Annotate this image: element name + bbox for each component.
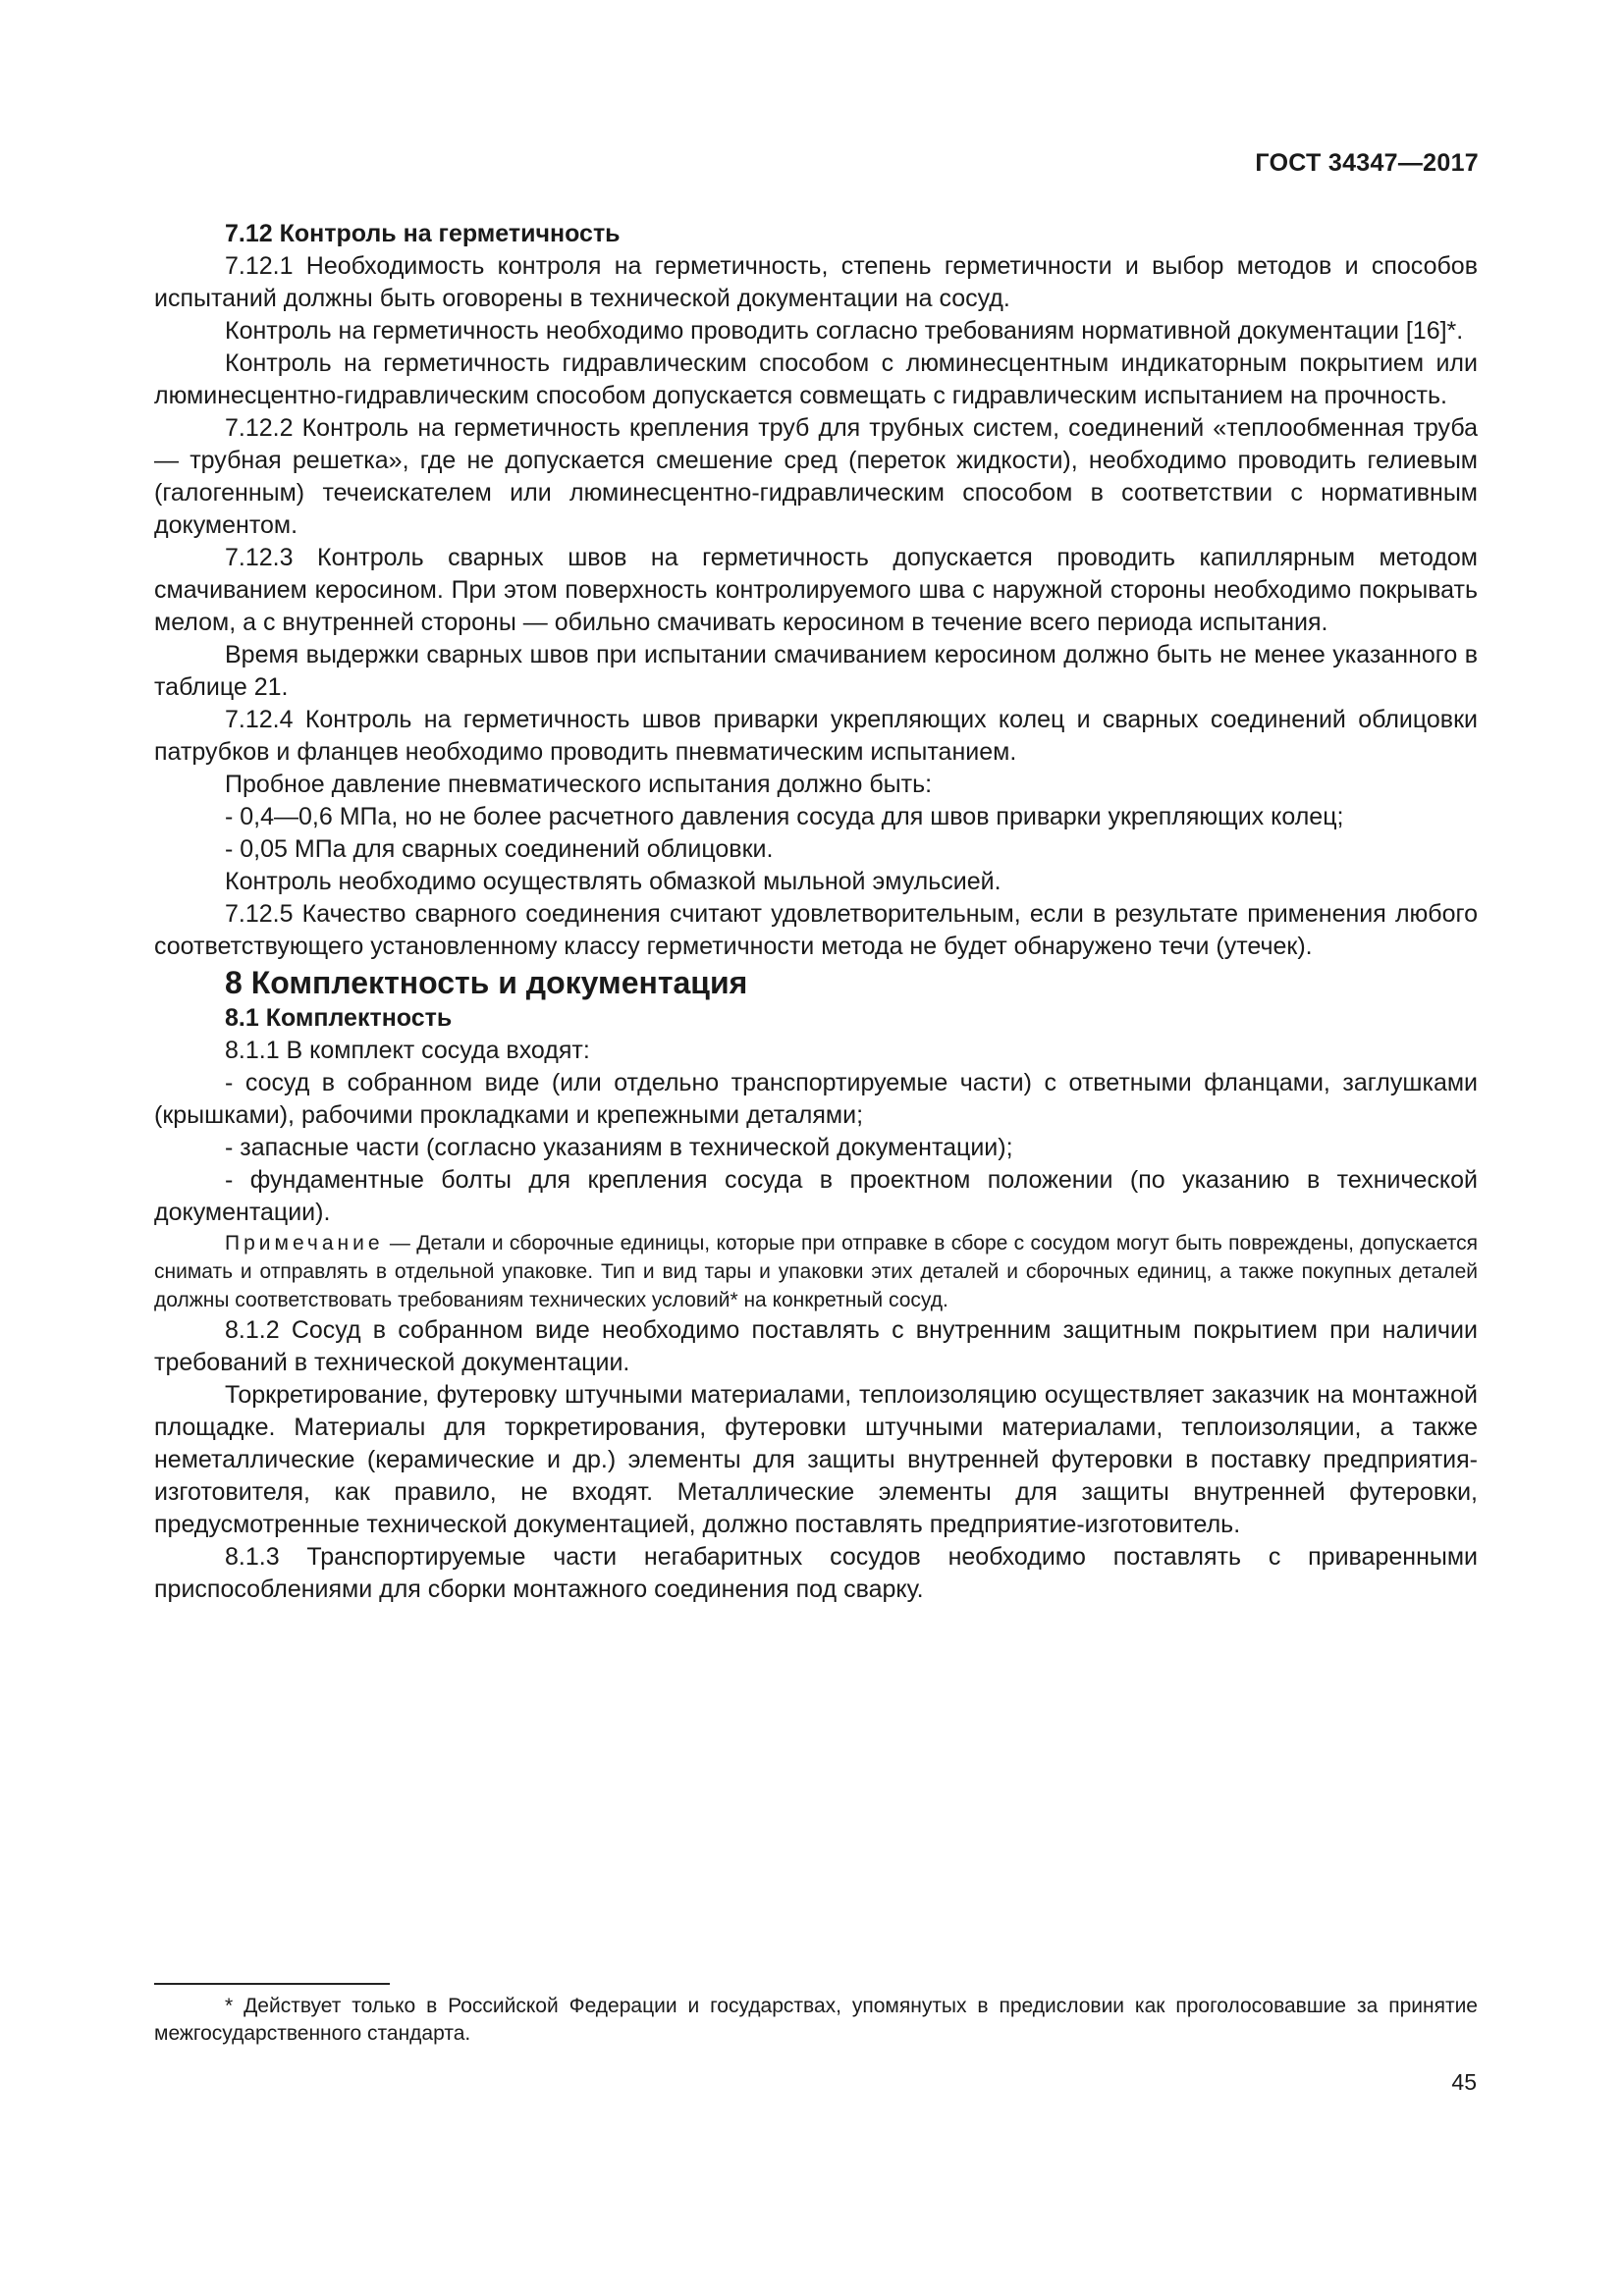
paragraph: Контроль на герметичность гидравлическим способом с люминесцентным индикаторным покрытием или люминесцентно-гидравлическим способом допускается совмещать с гидравлическим испытанием на прочность.: [154, 349, 1478, 409]
paragraph: 7.12.1 Необходимость контроля на герметичность, степень герметичности и выбор методов и способов испытаний должны быть оговорены в технической документации на сосуд.: [154, 252, 1478, 312]
note-label: Примечание: [225, 1232, 384, 1255]
section-8-1-title: 8.1 Комплектность: [225, 1004, 453, 1032]
note: [154, 1229, 1478, 1314]
section-7-12-title: 7.12 Контроль на герметичность: [225, 220, 621, 247]
paragraph: Время выдержки сварных швов при испытании смачиванием керосином должно быть не менее указанного в таблице 21.: [154, 641, 1478, 701]
paragraph: 8.1.1 В комплект сосуда входят:: [225, 1037, 590, 1064]
list-item: - 0,4—0,6 МПа, но не более расчетного давления сосуда для швов приварки укрепляющих колец;: [225, 803, 1344, 830]
page-body: [154, 218, 1478, 1606]
list-item: - 0,05 МПа для сварных соединений облицовки.: [225, 835, 774, 863]
page-number: 45: [1451, 2069, 1477, 2095]
paragraph: 7.12.2 Контроль на герметичность крепления труб для трубных систем, соединений «теплообменная труба — трубная решетка», где не допускается смешение сред (переток жидкости), необходимо проводить гелиевым (галогенным) течеискателем или люминесцентно-гидравлическим способом в соответствии с нормативным документом.: [154, 414, 1478, 539]
paragraph: 7.12.4 Контроль на герметичность швов приварки укрепляющих колец и сварных соединений облицовки патрубков и фланцев необходимо проводить пневматическим испытанием.: [154, 706, 1478, 766]
section-8-title: 8 Комплектность и документация: [225, 965, 748, 1000]
list-item: - сосуд в собранном виде (или отдельно транспортируемые части) с ответными фланцами, заглушками (крышками), рабочими прокладками и крепежными деталями;: [154, 1069, 1478, 1129]
paragraph: Пробное давление пневматического испытания должно быть:: [225, 771, 933, 798]
paragraph: 7.12.5 Качество сварного соединения считают удовлетворительным, если в результате применения любого соответствующего установленному классу герметичности метода не будет обнаружено течи (утечек).: [154, 900, 1478, 960]
note-text: — Детали и сборочные единицы, которые при отправке в сборе с сосудом могут быть повреждены, допускается снимать и отправлять в отдельной упаковке. Тип и вид тары и упаковки этих деталей и сборочных единиц, а также покупных деталей должны соответствовать требованиям технических условий* на конкретный сосуд.: [154, 1232, 1478, 1311]
paragraph: 8.1.2 Сосуд в собранном виде необходимо поставлять с внутренним защитным покрытием при наличии требований в технической документации.: [154, 1316, 1478, 1376]
paragraph: 8.1.3 Транспортируемые части негабаритных сосудов необходимо поставлять с приваренными приспособлениями для сборки монтажного соединения под сварку.: [154, 1543, 1478, 1603]
list-item: - запасные части (согласно указаниям в технической документации);: [225, 1134, 1013, 1161]
footnote: * Действует только в Российской Федерации и государствах, упомянутых в предисловии как проголосовавшие за принятие межгосударственного стандарта.: [154, 1995, 1478, 2045]
paragraph: Торкретирование, футеровку штучными материалами, теплоизоляцию осуществляет заказчик на монтажной площадке. Материалы для торкретирования, футеровки штучными материалами, теплоизоляции, а также неметаллические (керамические и др.) элементы для защиты внутренней футеровки в поставку предприятия-изготовителя, как правило, не входят. Металлические элементы для защиты внутренней футеровки, предусмотренные технической документацией, должно поставлять предприятие-изготовитель.: [154, 1381, 1478, 1538]
list-item: - фундаментные болты для крепления сосуда в проектном положении (по указанию в технической документации).: [154, 1166, 1478, 1226]
paragraph: 7.12.3 Контроль сварных швов на герметичность допускается проводить капиллярным методом смачиванием керосином. При этом поверхность контролируемого шва с наружной стороны необходимо покрывать мелом, а с внутренней стороны — обильно смачивать керосином в течение всего периода испытания.: [154, 544, 1478, 636]
paragraph: Контроль на герметичность необходимо проводить согласно требованиям нормативной документации [16]*.: [225, 317, 1464, 345]
paragraph: Контроль необходимо осуществлять обмазкой мыльной эмульсией.: [225, 868, 1001, 895]
document-id-header: ГОСТ 34347—2017: [1255, 149, 1479, 177]
footnote-divider: [154, 1983, 390, 1985]
